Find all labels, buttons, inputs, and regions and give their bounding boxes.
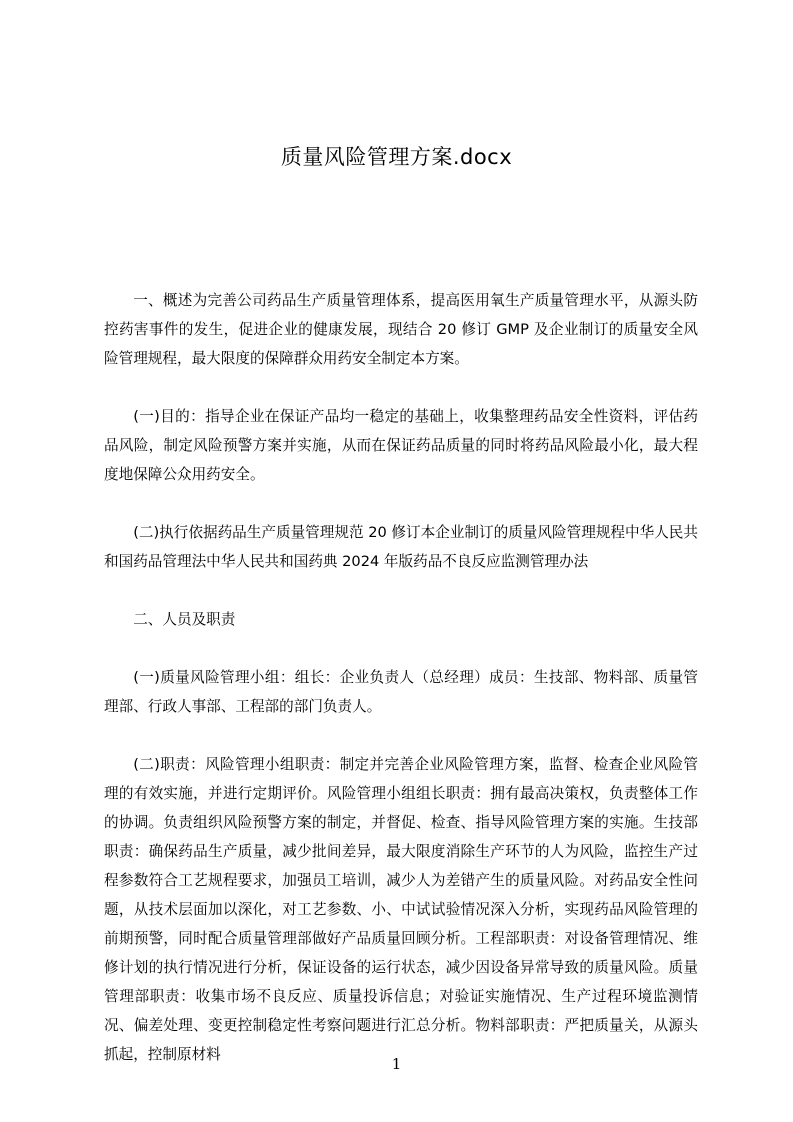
document-title: 质量风险管理方案.docx [280,145,513,169]
document-body [104,286,698,1098]
paragraph-overview: 一、概述为完善公司药品生产质量管理体系，提高医用氧生产质量管理水平，从源头防控药害事件的发生，促进企业的健康发展，现结合 20 修订 GMP 及企业制订的质量安全风险管理规程，最大限度的保障群众用药安全制定本方案。 [104,292,698,367]
section-heading-personnel: 二、人员及职责 [133,611,236,628]
paragraph-responsibilities: (二)职责：风险管理小组职责：制定并完善企业风险管理方案，监督、检查企业风险管理的有效实施，并进行定期评价。风险管理小组组长职责：拥有最高决策权，负责整体工作的协调。负责组织风险预警方案的制定，并督促、检查、指导风险管理方案的实施。生技部职责：确保药品生产质量，减少批间差异，最大限度消除生产环节的人为风险，监控生产过程参数符合工艺规程要求，加强员工培训，减少人为差错产生的质量风险。对药品安全性问题，从技术层面加以深化，对工艺参数、小、中试试验情况深入分析，实现药品风险管理的前期预警，同时配合质量管理部做好产品质量回顾分析。工程部职责：对设备管理情况、维修计划的执行情况进行分析，保证设备的运行状态，减少因设备异常导致的质量风险。质量管理部职责：收集市场不良反应、质量投诉信息；对验证实施情况、生产过程环境监测情况、偏差处理、变更控制稳定性考察问题进行汇总分析。物料部职责：严把质量关，从源头抓起，控制原材料 [104,756,698,1063]
paragraph-purpose: (一)目的：指导企业在保证产品均一稳定的基础上，收集整理药品安全性资料，评估药品风险，制定风险预警方案并实施，从而在保证药品质量的同时将药品风险最小化，最大程度地保障公众用药安全。 [104,408,698,483]
page-number: 1 [391,1055,402,1073]
paragraph-risk-team: (一)质量风险管理小组：组长：企业负责人（总经理）成员：生技部、物料部、质量管理部、行政人事部、工程部的部门负责人。 [104,669,698,715]
paragraph-basis: (二)执行依据药品生产质量管理规范 20 修订本企业制订的质量风险管理规程中华人民共和国药品管理法中华人民共和国药典 2024 年版药品不良反应监测管理办法 [104,524,698,570]
